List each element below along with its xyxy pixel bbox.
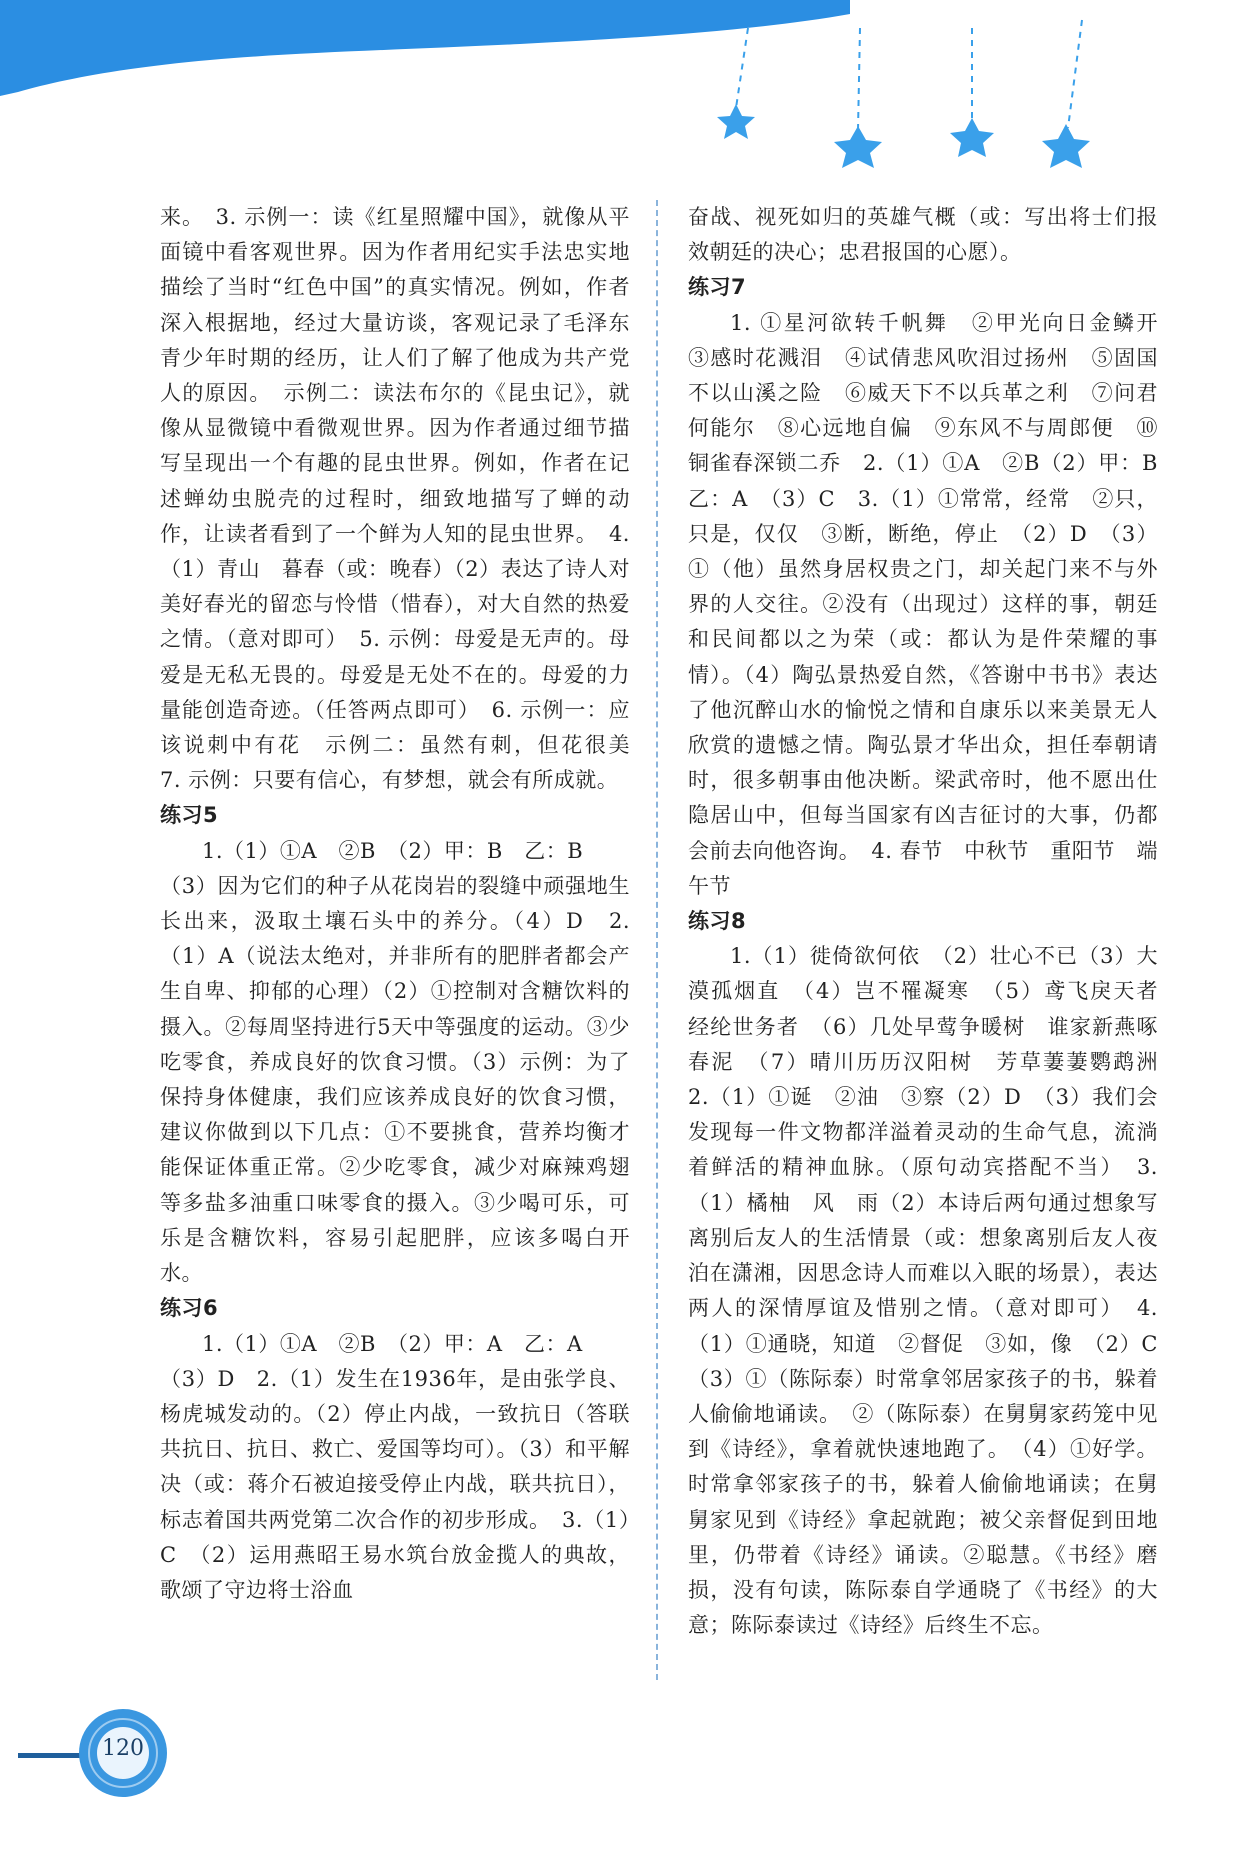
star-thread (1068, 20, 1082, 128)
header-banner (0, 0, 1250, 180)
answer-paragraph: 1. ①星河欲转千帆舞 ②甲光向日金鳞开 ③感时花溅泪 ④试倩悲风吹泪过扬州 ⑤固国不以山溪之险 ⑥威天下不以兵革之利 ⑦问君何能尔 ⑧心远地自偏 ⑨东风不与周郎便 ⑩铜雀春深锁二乔 2.（1）①A ②B（2）甲：B 乙：A （3）C 3.（1）①常常，经常 ②只，只是，仅仅 ③断，断绝，停止 （2）D （3）①（他）虽然身居权贵之门，却关起门来不与外界的人交往。②没有（出现过）这样的事，朝廷和民间都以之为荣（或：都认为是件荣耀的事情）。（4）陶弘景热爱自然，《答谢中书书》表达了他沉醉山水的愉悦之情和自康乐以来美景无人欣赏的遗憾之情。陶弘景才华出众，担任奉朝请时，很多朝事由他决断。梁武帝时，他不愿出仕隐居山中，但每当国家有凶吉征讨的大事，仍都会前去向他咨询。 4. 春节 中秋节 重阳节 端午节 (688, 310, 1180, 898)
star-thread (736, 28, 748, 108)
column-divider (656, 200, 658, 1680)
section-heading: 练习8 (688, 909, 747, 934)
answer-paragraph: 奋战、视死如归的英雄气概（或：写出将士们报效朝廷的决心；忠君报国的心愿）。 (688, 205, 1158, 265)
answer-paragraph: 1.（1）①A ②B （2）甲：B 乙：B (202, 838, 584, 863)
right-column (688, 200, 1180, 1643)
star-icon (717, 104, 755, 139)
left-column (160, 200, 652, 1608)
wave-banner (0, 0, 850, 96)
star-icon (1042, 124, 1090, 168)
answer-paragraph: （3）D 2.（1）发生在1936年，是由张学良、杨虎城发动的。（2）停止内战，一致抗日（答联共抗日、抗日、救亡、爱国等均可）。（3）和平解决（或：蒋介石被迫接受停止内战，联共抗日），标志着国共两党第二次合作的初步形成。 3.（1）C （2）运用燕昭王易水筑台放金揽人的典故，歌颂了守边将士浴血 (160, 1366, 630, 1602)
section-heading: 练习5 (160, 803, 219, 828)
answer-paragraph: 1.（1）①A ②B （2）甲：A 乙：A (202, 1331, 583, 1356)
star-icon (834, 126, 882, 168)
answer-paragraph: （3）因为它们的种子从花岗岩的裂缝中顽强地生长出来，汲取土壤石头中的养分。（4）D 2.（1）A（说法太绝对，并非所有的肥胖者都会产生自卑、抑郁的心理）（2）①控制对含糖饮料的摄入。②每周坚持进行5天中等强度的运动。③少吃零食，养成良好的饮食习惯。（3）示例：为了保持身体健康，我们应该养成良好的饮食习惯，建议你做到以下几点：①不要挑食，营养均衡才能保证体重正常。②少吃零食，减少对麻辣鸡翅等多盐多油重口味零食的摄入。③少喝可乐，可乐是含糖饮料，容易引起肥胖，应该多喝白开水。 (160, 873, 630, 1286)
page-number: 120 (102, 1736, 144, 1761)
answer-paragraph: 来。 3. 示例一：读《红星照耀中国》，就像从平面镜中看客观世界。因为作者用纪实手法忠实地描绘了当时“红色中国”的真实情况。例如，作者深入根据地，经过大量访谈，客观记录了毛泽东青少年时期的经历，让人们了解了他成为共产党人的原因。 示例二：读法布尔的《昆虫记》，就像从显微镜中看微观世界。因为作者通过细节描写呈现出一个有趣的昆虫世界。例如，作者在记述蝉幼虫脱壳的过程时，细致地描写了蝉的动作，让读者看到了一个鲜为人知的昆虫世界。 4.（1）青山 暮春（或：晚春）（2）表达了诗人对美好春光的留恋与怜惜（惜春），对大自然的热爱之情。（意对即可） 5. 示例：母爱是无声的。母爱是无私无畏的。母爱是无处不在的。母爱的力量能创造奇迹。（任答两点即可） 6. 示例一：应该说刺中有花 示例二：虽然有刺，但花很美 7. 示例：只要有信心，有梦想，就会有所成就。 (160, 205, 652, 793)
section-heading: 练习6 (160, 1296, 219, 1321)
star-thread (858, 28, 860, 130)
section-heading: 练习7 (688, 275, 747, 300)
star-icon (950, 118, 994, 157)
answer-paragraph: 1.（1）徙倚欲何依 （2）壮心不已（3）大漠孤烟直 （4）岂不罹凝寒 （5）鸢飞戾天者 经纶世务者 （6）几处早莺争暖树 谁家新燕啄春泥 （7）晴川历历汉阳树 芳草萋萋鹦鹉洲 2.（1）①诞 ②油 ③察（2）D （3）我们会发现每一件文物都洋溢着灵动的生命气息，流淌着鲜活的精神血脉。（原句动宾搭配不当） 3.（1）橘柚 风 雨（2）本诗后两句通过想象写离别后友人的生活情景（或：想象离别后友人夜泊在潇湘，因思念诗人而难以入眠的场景），表达两人的深情厚谊及惜别之情。（意对即可） 4.（1）①通晓，知道 ②督促 ③如，像 （2）C （3）①（陈际泰）时常拿邻居家孩子的书，躲着人偷偷地诵读。 ②（陈际泰）在舅舅家药笼中见到《诗经》，拿着就快速地跑了。 （4）①好学。时常拿邻家孩子的书，躲着人偷偷地诵读；在舅舅家见到《诗经》拿起就跑；被父亲督促到田地里，仍带着《诗经》诵读。②聪慧。《书经》磨损，没有句读，陈际泰自学通晓了《书经》的大意；陈际泰读过《诗经》后终生不忘。 (688, 944, 1180, 1638)
